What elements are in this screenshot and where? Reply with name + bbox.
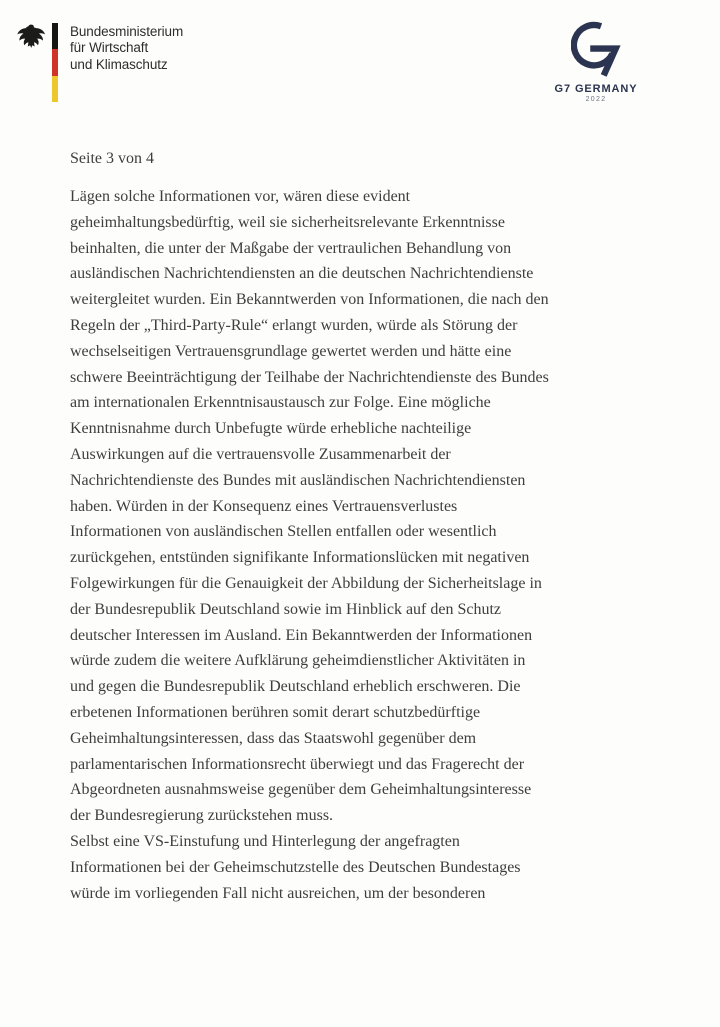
- flag-stripe: [52, 23, 58, 102]
- body-line: haben. Würden in der Konsequenz eines Vertrauensverlustes: [70, 497, 458, 515]
- body-line: parlamentarischen Informationsrecht überwiegt und das Fragerecht der: [70, 755, 525, 773]
- body-line: Kenntnisnahme durch Unbefugte würde erhebliche nachteilige: [70, 420, 472, 438]
- body-line: erbetenen Informationen berühren somit derart schutzbedürftige: [70, 703, 481, 721]
- body-line: geheimhaltungsbedürftig, weil sie sicherheitsrelevante Erkenntnisse: [70, 213, 505, 231]
- ministry-name-line: Bundesministerium: [70, 24, 184, 39]
- body-line: Nachrichtendienste des Bundes mit ausländischen Nachrichtendiensten: [70, 471, 526, 489]
- body-line: Geheimhaltungsinteressen, dass das Staatswohl gegenüber dem: [70, 729, 477, 747]
- body-line: zurückgehen, entstünden signifikante Informationslücken mit negativen: [70, 549, 530, 567]
- ministry-name-line: und Klimaschutz: [70, 56, 168, 72]
- flag-red: [52, 49, 58, 75]
- body-text: [70, 184, 549, 906]
- body-line: Regeln der „Third-Party-Rule“ erlangt wurden, würde als Störung der: [70, 316, 518, 334]
- body-line: Auswirkungen auf die vertrauensvolle Zusammenarbeit der: [70, 445, 451, 463]
- body-line: ausländischen Nachrichtendiensten an die deutschen Nachrichtendienste: [70, 265, 534, 283]
- body-line: Informationen von ausländischen Stellen entfallen oder wesentlich: [70, 523, 497, 541]
- flag-gold: [52, 76, 58, 102]
- ministry-logo: [0, 0, 300, 110]
- body-line: der Bundesrepublik Deutschland sowie im Hinblick auf den Schutz: [70, 600, 502, 618]
- body-line: Lägen solche Informationen vor, wären diese evident: [70, 188, 411, 205]
- g7-mark-icon: [571, 20, 621, 78]
- body-line: schwere Beeinträchtigung der Teilhabe der Nachrichtendienste des Bundes: [70, 368, 549, 386]
- g7-label: G7 GERMANY: [554, 83, 638, 95]
- page-indicator: Seite 3 von 4: [70, 150, 154, 167]
- body-line: Abgeordneten ausnahmsweise gegenüber dem Geheimhaltungsinteresse: [70, 781, 532, 799]
- body-line: Folgewirkungen für die Genauigkeit der Abbildung der Sicherheitslage in: [70, 574, 542, 592]
- body-line: am internationalen Erkenntnisaustausch zur Folge. Eine mögliche: [70, 394, 491, 412]
- ministry-name: [70, 24, 183, 73]
- g7-logo: [552, 20, 640, 103]
- body-line: würde zudem die weitere Aufklärung geheimdienstlicher Aktivitäten in: [70, 652, 526, 670]
- body-line: der Bundesregierung zurückstehen muss.: [70, 807, 334, 825]
- federal-eagle-icon: [15, 22, 47, 54]
- body-line: Selbst eine VS-Einstufung und Hinterlegung der angefragten: [70, 832, 460, 850]
- body-line: und gegen die Bundesrepublik Deutschland erheblich erschweren. Die: [70, 678, 521, 696]
- body-line: weitergleitet wurden. Ein Bekanntwerden von Informationen, die nach den: [70, 291, 549, 309]
- body-line: Informationen bei der Geheimschutzstelle des Deutschen Bundestages: [70, 858, 521, 876]
- body-line: würde im vorliegenden Fall nicht ausreichen, um der besonderen: [70, 884, 486, 902]
- ministry-name-line: für Wirtschaft: [70, 40, 149, 56]
- body-line: deutscher Interessen im Ausland. Ein Bekanntwerden der Informationen: [70, 626, 533, 644]
- body-line: wechselseitigen Vertrauensgrundlage gewertet werden und hätte eine: [70, 342, 512, 360]
- flag-black: [52, 23, 58, 49]
- body-line: beinhalten, die unter der Maßgabe der vertraulichen Behandlung von: [70, 239, 512, 257]
- g7-year: 2022: [585, 96, 607, 103]
